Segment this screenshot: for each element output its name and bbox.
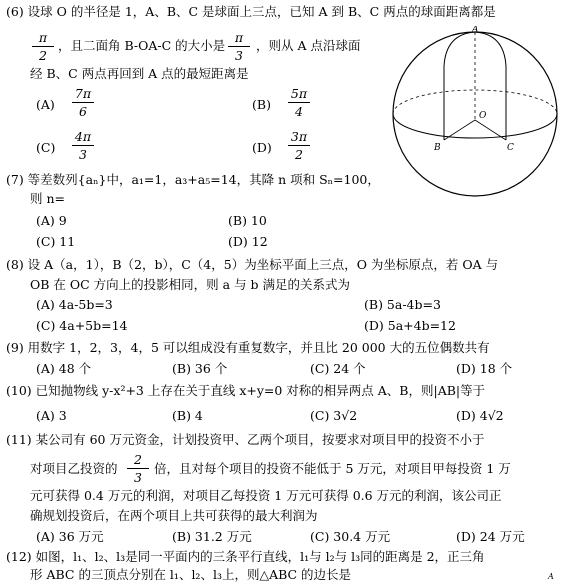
q11-frac-num: 2 <box>134 452 142 467</box>
q6-option-d-num: 3π <box>290 129 308 144</box>
fraction-bar <box>32 46 54 47</box>
q8-option-d: (D) 5a+4b=12 <box>364 318 456 333</box>
q11-option-b: (B) 31.2 万元 <box>172 529 252 544</box>
q11-line1: (11) 某公司有 60 万元资金，计划投资甲、乙两个项目，按要求对项目甲的投资不小于 <box>6 432 485 447</box>
q9-option-d: (D) 18 个 <box>456 361 513 376</box>
radius-oc <box>475 120 506 140</box>
q8-option-a: (A) 4a-5b=3 <box>36 297 113 312</box>
q6-line3: 经 B、C 两点再回到 A 点的最短距离是 <box>30 66 249 81</box>
q10-option-b: (B) 4 <box>172 408 203 423</box>
q10-stem: (10) 已知抛物线 y-x²+3 上存在关于直线 x+y=0 对称的相异两点 A、B，则|AB|等于 <box>6 383 486 398</box>
label-o: O <box>479 111 487 121</box>
q6-option-b-fraction <box>284 86 314 119</box>
q6-half-numerator: π <box>38 30 48 45</box>
q9-option-b: (B) 36 个 <box>172 361 228 376</box>
q8-option-b: (B) 5a-4b=3 <box>364 297 441 312</box>
radius-ob <box>444 120 475 140</box>
q11-option-c: (C) 30.4 万元 <box>310 529 391 544</box>
q11-option-d: (D) 24 万元 <box>456 529 525 544</box>
q6-option-a-den: 6 <box>79 104 87 119</box>
q7-option-a: (A) 9 <box>36 213 67 228</box>
fraction-bar <box>127 468 149 469</box>
q6-option-b-num: 5π <box>290 86 308 101</box>
q7-option-d: (D) 12 <box>228 234 268 249</box>
q7-stem2: 则 n= <box>30 191 65 206</box>
q6-third-numerator: π <box>234 30 244 45</box>
sphere-figure <box>390 26 560 202</box>
q7-option-b: (B) 10 <box>228 213 267 228</box>
q9-option-a: (A) 48 个 <box>36 361 92 376</box>
q11-line2b: 倍，且对每个项目的投资不能低于 5 万元，对项目甲每投资 1 万 <box>154 461 511 476</box>
fraction-bar <box>288 145 310 146</box>
q6-option-d-fraction <box>284 129 314 162</box>
q6-option-a-fraction <box>68 86 98 119</box>
q11-line4: 确规划投资后，在两个项目上共可获得的最大利润为 <box>30 508 318 523</box>
q6-option-d-den: 2 <box>295 147 303 162</box>
q9-stem: (9) 用数字 1，2，3，4，5 可以组成没有重复数字，并且比 20 000 大的五位偶数共有 <box>6 340 490 355</box>
q6-fraction-pi-over-3 <box>224 30 254 63</box>
label-b: B <box>434 143 441 153</box>
q10-option-c: (C) 3√2 <box>310 408 358 423</box>
q11-option-a: (A) 36 万元 <box>36 529 104 544</box>
fraction-bar <box>72 102 94 103</box>
q6-option-c-num: 4π <box>74 129 92 144</box>
corner-label: A <box>548 572 554 581</box>
q8-option-c: (C) 4a+5b=14 <box>36 318 128 333</box>
label-a: A <box>472 26 479 35</box>
q6-line2a: ，且二面角 B-OA-C 的大小是 <box>58 38 226 53</box>
q8-stem2: OB 在 OC 方向上的投影相同，则 a 与 b 满足的关系式为 <box>30 277 351 292</box>
fraction-bar <box>72 145 94 146</box>
q8-stem: (8) 设 A（a，1），B（2，b），C（4，5）为坐标平面上三点，O 为坐标原点，若 OA 与 <box>6 257 499 272</box>
fraction-bar <box>288 102 310 103</box>
q6-line2b: ，则从 A 点沿球面 <box>256 38 361 53</box>
q6-option-c-den: 3 <box>79 147 87 162</box>
q6-option-c-label: (C) <box>36 140 56 155</box>
q7-stem: (7) 等差数列{aₙ}中，a₁=1，a₃+a₅=14，其降 n 项和 Sₙ=100， <box>6 172 380 187</box>
q6-option-c-fraction <box>68 129 98 162</box>
label-c: C <box>507 143 514 153</box>
q7-option-c: (C) 11 <box>36 234 76 249</box>
q6-third-denominator: 3 <box>235 48 243 63</box>
q10-option-d: (D) 4√2 <box>456 408 504 423</box>
q6-half-denominator: 2 <box>39 48 47 63</box>
q11-line2a: 对项目乙投资的 <box>30 461 118 476</box>
fraction-bar <box>228 46 250 47</box>
q6-option-a-label: (A) <box>36 97 55 112</box>
q6-option-b-label: (B) <box>252 97 271 112</box>
q6-option-a-num: 7π <box>74 86 92 101</box>
q12-line1: (12) 如图，l₁、l₂、l₃是同一平面内的三条平行直线，l₁与 l₂与 l₃同的距离是 2，正三角 <box>6 549 485 564</box>
q6-line1: (6) 设球 O 的半径是 1，A、B、C 是球面上三点，已知 A 到 B、C 两点的球面距离都是 <box>6 4 496 19</box>
q6-option-b-den: 4 <box>295 104 303 119</box>
q11-frac-den: 3 <box>134 470 142 485</box>
q9-option-c: (C) 24 个 <box>310 361 366 376</box>
q11-line3: 元可获得 0.4 万元的利润，对项目乙每投资 1 万元可获得 0.6 万元的利润，该公司正 <box>30 488 502 503</box>
q6-fraction-pi-over-2 <box>28 30 58 63</box>
q10-option-a: (A) 3 <box>36 408 67 423</box>
q12-line2: 形 ABC 的三顶点分别在 l₁、l₂、l₃上，则△ABC 的边长是 <box>30 567 352 582</box>
q11-fraction-two-thirds <box>123 452 153 485</box>
q6-option-d-label: (D) <box>252 140 272 155</box>
